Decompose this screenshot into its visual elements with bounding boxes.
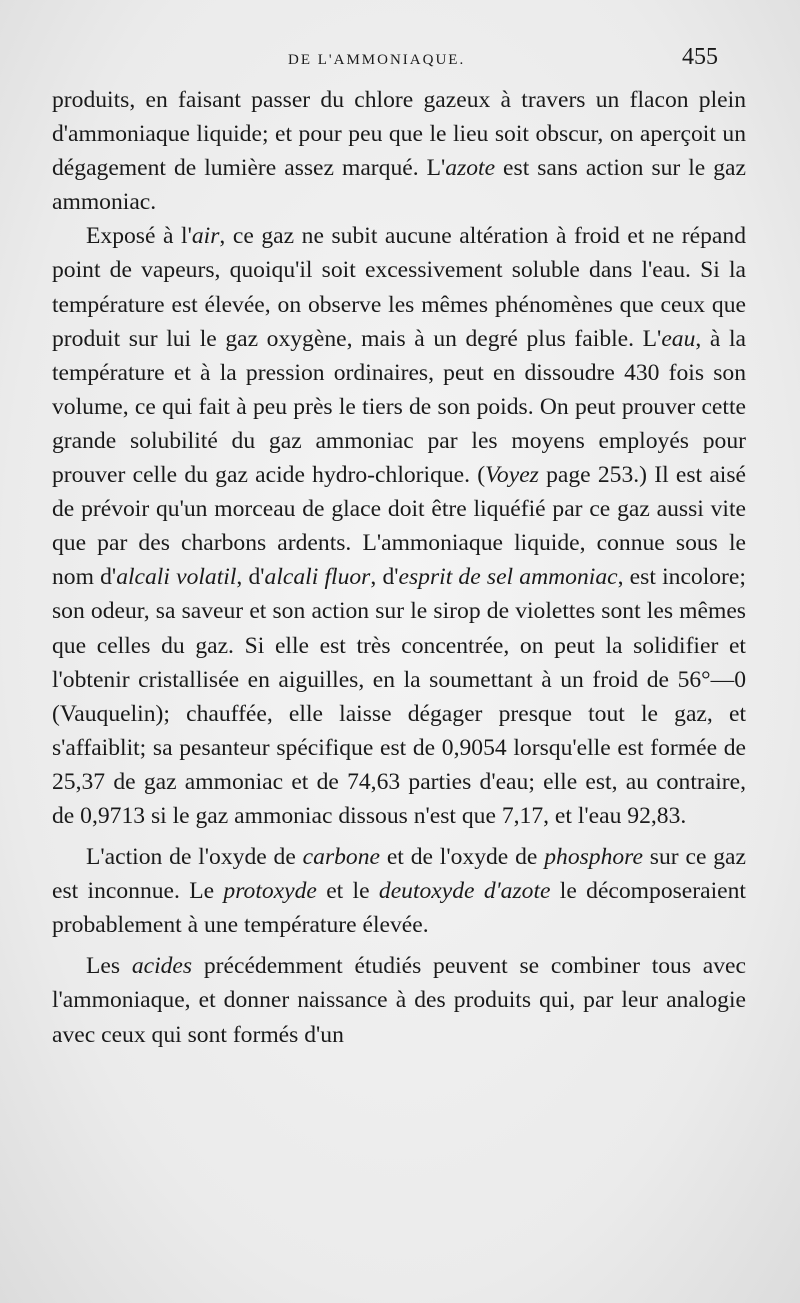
text-run: Les xyxy=(86,953,132,980)
text-run: L'action de l'oxyde de xyxy=(86,844,303,871)
italic-text: air xyxy=(191,223,220,250)
text-run: , d' xyxy=(236,564,265,591)
paragraph xyxy=(52,83,746,219)
italic-text: protoxyde xyxy=(223,878,317,905)
page-number: 455 xyxy=(682,44,718,70)
italic-text: phosphore xyxy=(544,844,643,871)
page-header xyxy=(0,44,800,78)
italic-text: deutoxyde d'azote xyxy=(378,878,551,905)
italic-text: alcali volatil xyxy=(116,564,237,591)
text-run: et de l'oxyde de xyxy=(380,844,545,871)
text-run: sur ce gaz est inconnue. Le xyxy=(52,844,746,905)
italic-text: Voyez xyxy=(485,462,539,489)
text-run: , d' xyxy=(370,564,399,591)
text-run: , ce gaz ne subit aucune altération à froid et ne répand point de vapeurs, quoiqu'il soit excessivement soluble dans l'eau. Si la température est élevée, on observe les mêmes phénomènes que ceux que produit sur lui le gaz oxygène, mais à un degré plus faible. L' xyxy=(52,223,746,352)
paragraph xyxy=(52,840,746,942)
body-text xyxy=(52,83,746,1052)
text-run: est sans action sur le gaz ammoniac. xyxy=(52,155,746,216)
text-run: Exposé à l' xyxy=(86,223,192,250)
text-run: , à la température et à la pression ordinaires, peut en dissoudre 430 fois son volume, ce qui fait à peu près le tiers de son poids. On peut prouver cette grande solubilité du gaz ammoniac par les moyens employés pour prouver celle du gaz acide hydro-chlorique. ( xyxy=(52,325,746,489)
text-run: produits, en faisant passer du chlore gazeux à travers un flacon plein d'ammoniaque liquide; et pour peu que le lieu soit obscur, on aperçoit un dégagement de lumière assez marqué. L' xyxy=(52,87,746,182)
italic-text: carbone xyxy=(302,844,380,871)
text-run: page 253.) Il est aisé de prévoir qu'un morceau de glace doit être liquéfié par ce gaz aussi vite que par des charbons ardents. L'ammoniaque liquide, connue sous le nom d' xyxy=(52,462,747,591)
text-run: le décomposeraient probablement à une température élevée. xyxy=(52,878,746,939)
text-run: précédemment étudiés peuvent se combiner tous avec l'ammoniaque, et donner naissance à des produits qui, par leur analogie avec ceux qui sont formés d'un xyxy=(52,953,746,1048)
italic-text: esprit de sel ammoniac xyxy=(398,564,618,591)
running-title: DE L'AMMONIAQUE. xyxy=(288,52,466,68)
text-run: et le xyxy=(316,878,379,905)
italic-text: alcali fluor xyxy=(264,564,371,591)
paragraph xyxy=(52,219,746,833)
italic-text: azote xyxy=(445,155,496,182)
paragraph xyxy=(52,949,746,1051)
italic-text: acides xyxy=(131,953,193,980)
text-run: , est incolore; son odeur, sa saveur et son action sur le sirop de violettes sont les mêmes que celles du gaz. Si elle est très concentrée, on peut la solidifier et l'obtenir cristallisée en aiguilles, en la soumettant à un froid de 56°—0 (Vauquelin); chauffée, elle laisse dégager presque tout le gaz, et s'affaiblit; sa pesanteur spécifique est de 0,9054 lorsqu'elle est formée de 25,37 de gaz ammoniac et de 74,63 parties d'eau; elle est, au contraire, de 0,9713 si le gaz ammoniac dissous n'est que 7,17, et l'eau 92,83. xyxy=(52,564,746,829)
italic-text: eau xyxy=(661,325,696,352)
